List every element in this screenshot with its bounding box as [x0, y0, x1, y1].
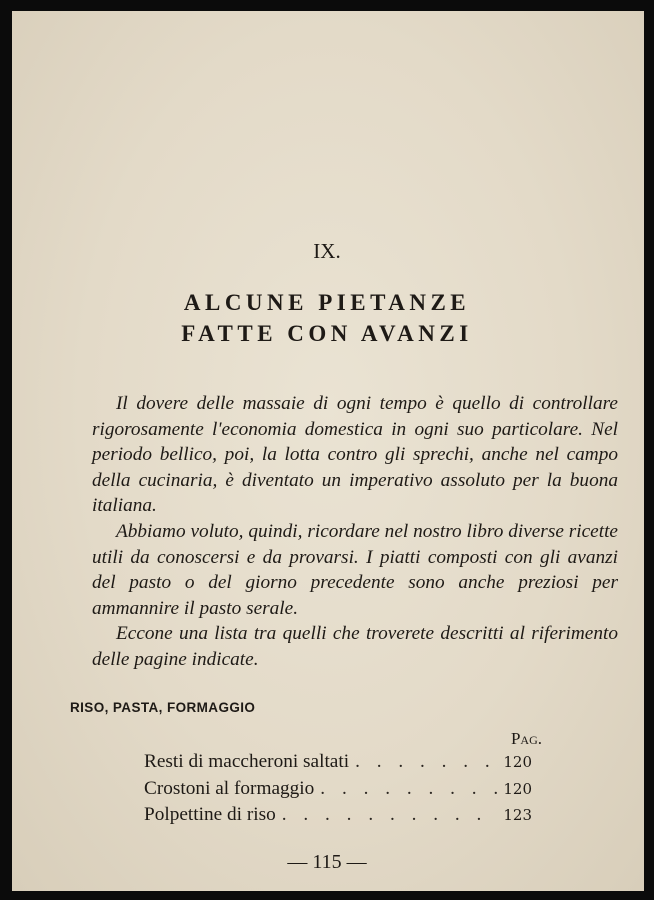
index-row [144, 749, 532, 776]
index-item-title: Polpettine di riso [144, 804, 276, 826]
intro-paragraph-3: Eccone una lista tra quelli che troverete descritti al riferimento delle pagine indicate. [92, 623, 618, 670]
chapter-title-line-2: FATTE CON AVANZI [181, 321, 473, 346]
index-item-page: 123 [503, 806, 532, 825]
book-page [12, 11, 644, 891]
section-heading: RISO, PASTA, FORMAGGIO [70, 700, 256, 715]
dot-leader [314, 776, 499, 802]
intro-paragraph-1: Il dovere delle massaie di ogni tempo è quello di controllare rigorosamente l'economia domestica in ogni suo particolare. Nel periodo bellico, poi, la lotta contro gli sprechi, anche nel campo della cucinaria, è diventato un imperativo assoluto per la buona italiana. [92, 393, 618, 517]
chapter-number: IX. [313, 239, 341, 263]
index-item-title: Crostoni al formaggio [144, 777, 315, 799]
page-column-label: Pag. [510, 729, 542, 748]
index-row [144, 776, 532, 803]
chapter-title-line-1: ALCUNE PIETANZE [183, 290, 471, 315]
index-row [144, 802, 532, 829]
dot-leader [276, 802, 500, 828]
intro-text [92, 391, 618, 673]
intro-paragraph-2: Abbiamo voluto, quindi, ricordare nel nostro libro diverse ricette utili da conoscersi e da provarsi. I piatti composti con gli avanzi del pasto o del giorno precedente sono anche preziosi per ammannire il pasto serale. [92, 520, 618, 619]
index-item-page: 120 [503, 753, 532, 771]
page-number: — 115 — [287, 851, 367, 873]
dot-leader [349, 749, 499, 775]
index-item-title: Resti di maccheroni saltati [144, 751, 350, 772]
index-item-page: 120 [503, 779, 532, 798]
recipe-index [144, 749, 532, 829]
chapter-title [12, 287, 644, 349]
